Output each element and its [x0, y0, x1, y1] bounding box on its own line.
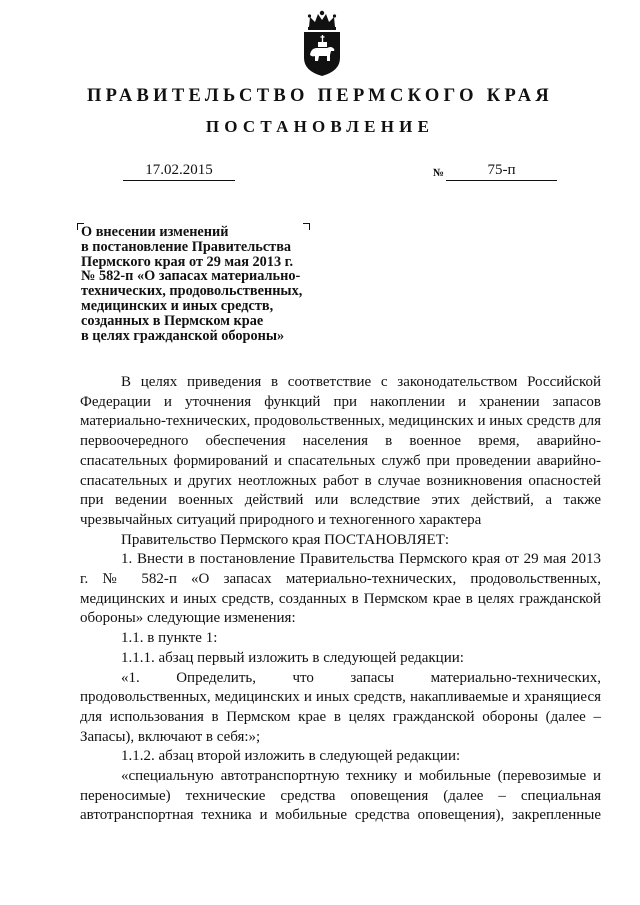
subject-line: созданных в Пермском крае: [81, 312, 264, 329]
subject-line: в постановление Правительства: [81, 238, 292, 255]
subject-line: № 582-п «О запасах материально-: [81, 268, 301, 285]
item-1-1-paragraph: 1.1. в пункте 1:: [121, 630, 218, 647]
item-1-1-1-paragraph: 1.1.1. абзац первый изложить в следующей редакции:: [121, 649, 464, 666]
item-1-1-2-paragraph: 1.1.2. абзац второй изложить в следующей редакции:: [121, 748, 461, 765]
subject-line: технических, продовольственных,: [81, 283, 303, 300]
document-number: 75-п: [446, 161, 557, 181]
document-date: 17.02.2015: [123, 161, 235, 181]
subject-line: Пермского края от 29 мая 2013 г.: [81, 253, 294, 270]
subject-line: медицинских и иных средств,: [81, 297, 274, 314]
preamble-paragraph: В целях приведения в соответствие с законодательством Российской Федерации и уточнения функций при накоплении и хранении запасов материально-технических, продовольственных, медицинских и иных средств для первоочередного обеспечения населения в военное время, аварийно-спасательных формирований и спасательных служб при проведении аварийно-спасательных и других неотложных работ в случае возникновения опасностей при ведении военных действий или вследствие этих действий, а также чрезвычайных ситуаций природного и техногенного характера: [80, 374, 601, 528]
document-type: ПОСТАНОВЛЕНИЕ: [205, 117, 435, 136]
quote-2-paragraph: «специальную автотранспортную технику и мобильные (перевозимые и переносимые) технические средства оповещения (далее – специальная автотранспортная техника и мобильные средства оповещения), закрепленные: [80, 768, 601, 824]
document-body: [80, 373, 601, 826]
subject-line: О внесении изменений: [81, 224, 229, 240]
document-subject: [81, 225, 341, 343]
perm-krai-coat-of-arms-icon: [296, 8, 348, 78]
quote-1-paragraph: «1. Определить, что запасы материально-технических, продовольственных, медицинских и иных средств, накапливаемые и хранящиеся для использования в Пермском крае в целях гражданской обороны (далее – Запасы), включают в себя:»;: [80, 669, 601, 745]
decree-paragraph: Правительство Пермского края ПОСТАНОВЛЯЕТ:: [121, 531, 450, 548]
item-1-paragraph: 1. Внести в постановление Правительства Пермского края от 29 мая 2013 г. № 582-п «О запасах материально-технических, продовольственных, медицинских и иных средств, созданных в Пермском крае в целях гражданской обороны» следующие изменения:: [80, 551, 601, 627]
number-label: №: [433, 167, 445, 179]
subject-line: в целях гражданской обороны»: [81, 327, 285, 344]
government-title: ПРАВИТЕЛЬСТВО ПЕРМСКОГО КРАЯ: [86, 86, 554, 106]
